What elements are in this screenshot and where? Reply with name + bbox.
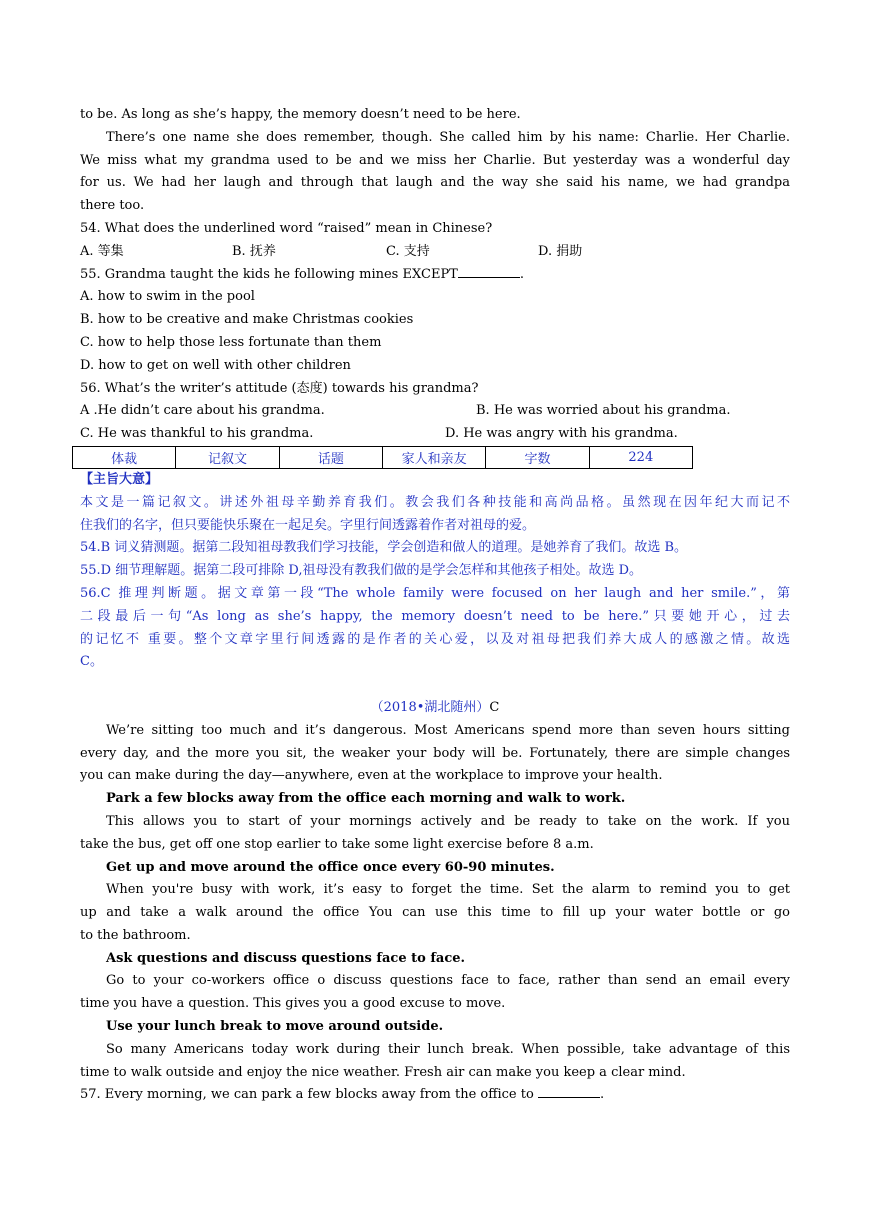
option-d: D. how to get on well with other children [80, 357, 351, 373]
table-cell: 话题 [279, 446, 382, 468]
question-55-stem: 55. Grandma taught the kids he following mines EXCEPT . [80, 266, 524, 282]
question-56-options-row2 [80, 423, 790, 446]
paragraph-line: you can make during the day—anywhere, even at the workplace to improve your health. [80, 768, 663, 784]
table-cell: 记叙文 [176, 446, 279, 468]
answer-56-explanation: C。 [80, 654, 103, 670]
table-cell: 家人和亲友 [382, 446, 485, 468]
answer-56-explanation: 二段最后一句“As long as she’s happy, the memory doesn’t need to be here.”只要她开心，过去 [80, 608, 790, 624]
answer-55-explanation: 55.D 细节理解题。据第二段可排除 D,祖母没有教我们做的是学会怎样和其他孩子相处。故选 D。 [80, 563, 643, 579]
tip-heading: Park a few blocks away from the office each morning and walk to work. [106, 791, 626, 807]
table-cell: 字数 [486, 446, 589, 468]
paragraph-line: time to walk outside and enjoy the nice weather. Fresh air can make you keep a clear mind. [80, 1064, 686, 1080]
option-a: A .He didn’t care about his grandma. [80, 403, 325, 419]
answer-blank [458, 265, 520, 278]
analysis-line: 本文是一篇记叙文。讲述外祖母辛勤养育我们。教会我们各种技能和高尚品格。虽然现在因年纪大而记不 [80, 494, 790, 510]
paragraph-line: to the bathroom. [80, 927, 191, 943]
option-d: D. He was angry with his grandma. [445, 426, 678, 442]
tip-heading: Ask questions and discuss questions face to face. [106, 950, 466, 966]
paragraph-line: time you have a question. This gives you a good excuse to move. [80, 996, 506, 1012]
option-a: A. how to swim in the pool [80, 289, 255, 305]
answer-56-explanation: 56.C 推理判断题。据文章第一段“The whole family were focused on her laugh and her smile.”，第 [80, 585, 790, 601]
paragraph-line: every day, and the more you sit, the weaker your body will be. Fortunately, there are simple changes [80, 745, 790, 761]
answer-blank [538, 1085, 600, 1098]
summary-tag: 【主旨大意】 [80, 471, 159, 487]
analysis-line: 住我们的名字，但只要能快乐聚在一起足矣。字里行间透露着作者对祖母的爱。 [80, 517, 536, 533]
paragraph-line: There’s one name she does remember, though. She called him by his name: Charlie. Her Charlie. [106, 129, 790, 145]
answer-54-explanation: 54.B 词义猜测题。据第二段知祖母教我们学习技能，学会创造和做人的道理。是她养育了我们。故选 B。 [80, 540, 688, 556]
document-page [80, 104, 790, 1107]
table-row [73, 446, 693, 468]
question-56-options-row1 [80, 400, 790, 423]
option-b: B. 抚养 [232, 243, 276, 259]
paragraph-line: So many Americans today work during their lunch break. When possible, take advantage of this [106, 1041, 790, 1057]
paragraph-line: When you're busy with work, it’s easy to forget the time. Set the alarm to remind you to get [106, 882, 790, 898]
question-57-stem: 57. Every morning, we can park a few blocks away from the office to . [80, 1087, 605, 1103]
paragraph-line: Go to your co-workers office o discuss questions face to face, rather than send an email every [106, 973, 790, 989]
passage-heading: （2018•湖北随州）C [370, 699, 500, 715]
paragraph-line: to be. As long as she’s happy, the memory doesn’t need to be here. [80, 107, 521, 122]
paragraph-line: We miss what my grandma used to be and we miss her Charlie. But yesterday was a wonderful day [80, 152, 790, 168]
question-56-stem: 56. What’s the writer’s attitude (态度) towards his grandma? [80, 380, 479, 396]
table-cell: 224 [589, 446, 692, 468]
spacer [80, 674, 790, 697]
option-b: B. how to be creative and make Christmas cookies [80, 312, 414, 328]
paragraph-line: take the bus, get off one stop earlier to take some light exercise before 8 a.m. [80, 836, 594, 852]
option-d: D. 捐助 [538, 243, 583, 259]
question-54-stem: 54. What does the underlined word “raised” mean in Chinese? [80, 220, 493, 236]
paragraph-line: for us. We had her laugh and through that laugh and the way she said his name, we had grandpa [80, 175, 790, 191]
table-cell: 体裁 [73, 446, 176, 468]
option-a: A. 等集 [80, 243, 124, 259]
paragraph-line: there too. [80, 198, 145, 214]
question-54-options [80, 241, 790, 264]
paragraph-line: up and take a walk around the office You can use this time to fill up your water bottle or go [80, 905, 790, 921]
passage-info-table [72, 446, 693, 469]
option-c: C. He was thankful to his grandma. [80, 426, 314, 442]
option-b: B. He was worried about his grandma. [476, 403, 731, 419]
option-c: C. how to help those less fortunate than them [80, 334, 382, 350]
tip-heading: Use your lunch break to move around outside. [106, 1019, 444, 1035]
answer-56-explanation: 的记忆不 重要。整个文章字里行间透露的是作者的关心爱，以及对祖母把我们养大成人的感激之情。故选 [80, 631, 790, 647]
paragraph-line: We’re sitting too much and it’s dangerous. Most Americans spend more than seven hours sitting [106, 722, 790, 738]
tip-heading: Get up and move around the office once every 60-90 minutes. [106, 859, 555, 875]
paragraph-line: This allows you to start of your mornings actively and be ready to take on the work. If you [106, 813, 790, 829]
option-c: C. 支持 [386, 243, 430, 259]
